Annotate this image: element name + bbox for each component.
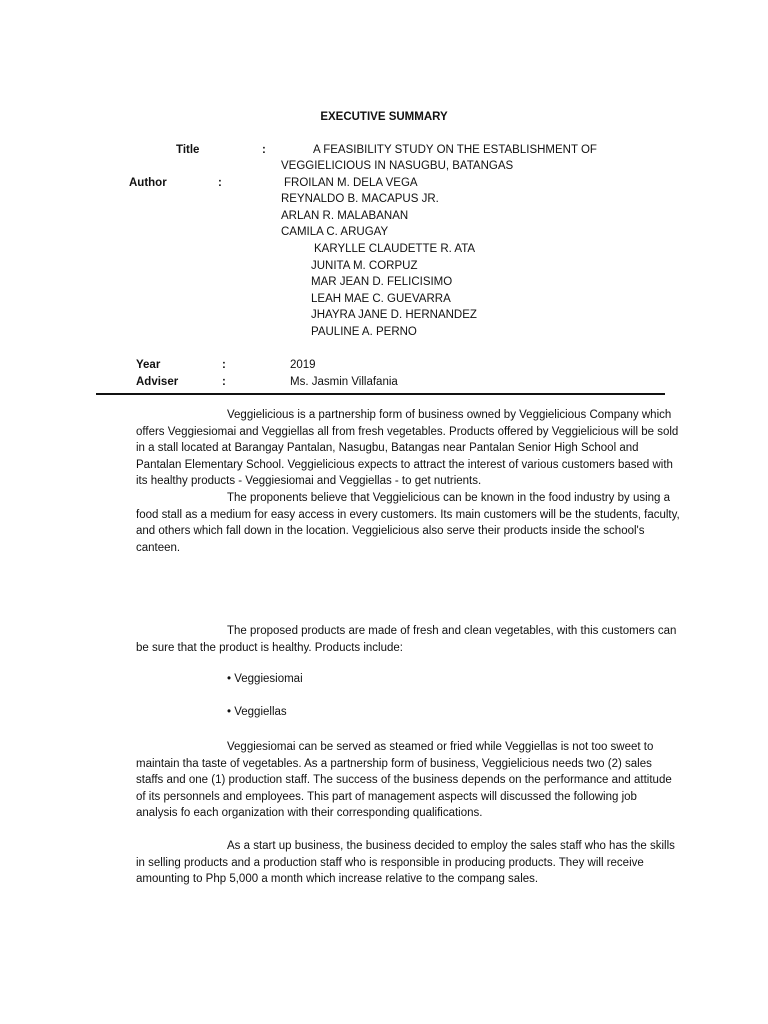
title-value-line2: VEGGIELICIOUS IN NASUGBU, BATANGAS (281, 160, 514, 172)
paragraph-products: The proposed products are made of fresh and clean vegetables, with this customers can be sure that the product is healthy. Products include: (136, 625, 677, 654)
author-name: ARLAN R. MALABANAN (281, 210, 409, 222)
author-name: LEAH MAE C. GUEVARRA (311, 293, 451, 305)
author-name: CAMILA C. ARUGAY (281, 226, 389, 238)
author-name: PAULINE A. PERNO (311, 326, 417, 338)
adviser-label: Adviser (136, 376, 179, 388)
author-name: JHAYRA JANE D. HERNANDEZ (311, 309, 477, 321)
title-colon: : (262, 144, 266, 156)
paragraph-proponents: The proponents believe that Veggielicious can be known in the food industry by using a food stall as a medium for easy access in every customers. Its main customers will be the students, faculty, and others which fall down in the location. Veggielicious also serve their products inside the school's canteen. (136, 492, 680, 554)
title-label: Title (176, 144, 200, 156)
author-label: Author (129, 177, 167, 189)
paragraph-intro: Veggielicious is a partnership form of business owned by Veggielicious Company which offers Veggiesiomai and Veggiellas all from fresh vegetables. Products offered by Veggielicious will be sold in a stall located at Barangay Pantalan, Nasugbu, Batangas near Pantalan Senior High School and Pantalan Elementary School. Veggielicious expects to attract the interest of various customers based with its healthy products - Veggiesiomai and Veggiellas - to get nutrients. (136, 409, 679, 487)
author-colon: : (218, 177, 222, 189)
author-name: KARYLLE CLAUDETTE R. ATA (314, 243, 476, 255)
title-value-line1: A FEASIBILITY STUDY ON THE ESTABLISHMENT OF (313, 144, 597, 156)
author-name: REYNALDO B. MACAPUS JR. (281, 193, 439, 205)
author-name: FROILAN M. DELA VEGA (284, 177, 418, 189)
adviser-value: Ms. Jasmin Villafania (290, 376, 398, 388)
year-label: Year (136, 359, 161, 371)
paragraph-compensation: As a start up business, the business decided to employ the sales staff who has the skills in selling products and a production staff who is responsible in producing products. They will receive amounting to Php 5,000 a month which increase relative to the compang sales. (136, 840, 675, 885)
bullet-item: • Veggiesiomai (227, 673, 303, 685)
year-colon: : (222, 359, 226, 371)
author-name: JUNITA M. CORPUZ (311, 260, 418, 272)
bullet-item: • Veggiellas (227, 706, 287, 718)
author-name: MAR JEAN D. FELICISIMO (311, 276, 453, 288)
year-value: 2019 (290, 359, 316, 371)
section-divider (96, 393, 665, 395)
document-heading: EXECUTIVE SUMMARY (320, 111, 448, 123)
paragraph-staffing: Veggiesiomai can be served as steamed or fried while Veggiellas is not too sweet to maintain tha taste of vegetables. As a partnership form of business, Veggielicious needs two (2) sales staffs and one (1) production staff. The success of the business depends on the performance and attitude of its personnels and employees. This part of management aspects will discussed the following job analysis fo each organization with their corresponding qualifications. (136, 741, 672, 819)
adviser-colon: : (222, 376, 226, 388)
